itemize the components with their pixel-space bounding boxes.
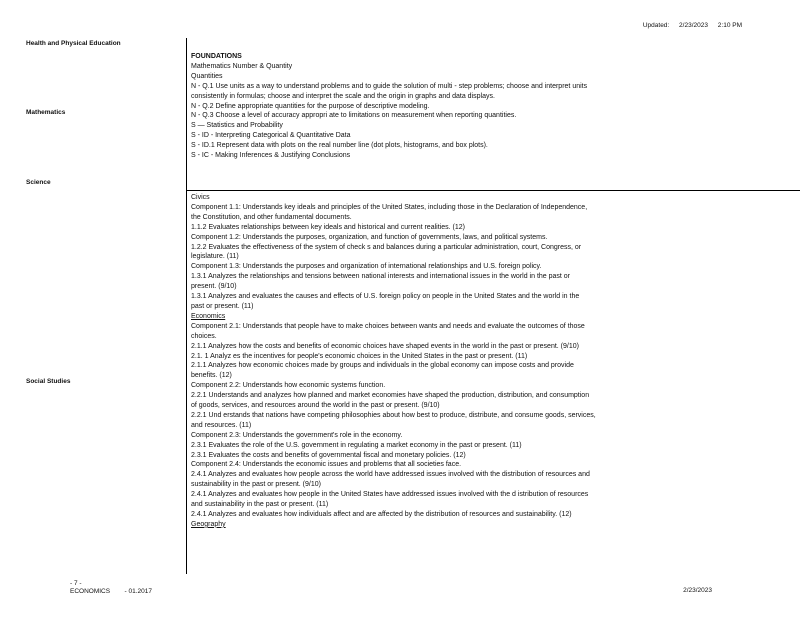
standard-line: Component 1.3: Understands the purposes and organization of international relationships and U.S. foreign policy. — [191, 263, 542, 271]
subject-social-studies: Social Studies — [26, 378, 71, 385]
standard-line: Component 2.1: Understands that people have to make choices between wants and needs and evaluate the outcomes of those — [191, 322, 585, 330]
footer-left — [70, 580, 152, 596]
page-number: - 7 - — [70, 580, 82, 587]
standard-line: of goods, services, and resources around the world in the past or present. (9/10) — [191, 402, 440, 410]
standard-line: past or present. (11) — [191, 302, 254, 310]
standard-line: 1.3.1 Analyzes the relationships and tensions between national interests and international issues in the world in the past or — [191, 273, 571, 281]
standard-line: FOUNDATIONS — [191, 53, 242, 60]
standard-line: N - Q.2 Define appropriate quantities for the purpose of descriptive modeling. — [191, 102, 430, 110]
standard-line: 2.1.1 Analyzes how economic choices made by groups and individuals in the global economy can impose costs and provide — [191, 362, 574, 370]
column-divider — [186, 38, 187, 574]
course-name: ECONOMICS — [70, 588, 111, 595]
subject-health: Health and Physical Education — [26, 40, 121, 47]
standard-line: N - Q.1 Use units as a way to understand problems and to guide the solution of multi - step problems; choose and interpret units — [191, 82, 588, 90]
course-code: - 01.2017 — [124, 588, 153, 595]
standard-line: choices. — [191, 332, 217, 340]
standard-line: Component 2.2: Understands how economic systems function. — [191, 382, 386, 390]
header-timestamp — [635, 22, 742, 29]
standard-line: and sustainability in the past or present. (11) — [191, 501, 329, 509]
standard-line: 2.3.1 Evaluates the role of the U.S. government in regulating a market economy in the past or present. (11) — [191, 441, 522, 449]
standard-line: 2.4.1 Analyzes and evaluates how people in the United States have addressed issues involved with the d istribution of resources — [191, 491, 589, 499]
standard-line: 2.2.1 Understands and analyzes how planned and market economies have shaped the production, distribution, and consumption — [191, 392, 590, 400]
standard-line: 1.1.2 Evaluates relationships between key ideals and historical and current realities. (12) — [191, 223, 465, 231]
standard-line: S — Statistics and Probability — [191, 122, 283, 130]
standard-line: Mathematics Number & Quantity — [191, 62, 293, 70]
updated-time: 2:10 PM — [717, 22, 742, 29]
standard-line: legislature. (11) — [191, 253, 239, 261]
standard-line: 2.1. 1 Analyz es the incentives for people's economic choices in the United States in the past or present. (11) — [191, 352, 528, 360]
standard-line: 1.3.1 Analyzes and evaluates the causes and effects of U.S. foreign policy on people in the United States and the world in the — [191, 293, 580, 301]
standard-line: the Constitution, and other fundamental documents. — [191, 213, 352, 221]
standard-line: 2.2.1 Und erstands that nations have competing philosophies about how best to produce, distribute, and consume goods, services, — [191, 411, 596, 419]
standard-line: S - ID.1 Represent data with plots on the real number line (dot plots, histograms, and box plots). — [191, 142, 488, 150]
math-standards-block — [191, 52, 761, 161]
standard-line: Component 1.1: Understands key ideals and principles of the United States, including those in the Declaration of Independence, — [191, 203, 588, 211]
standard-line: Component 1.2: Understands the purposes, organization, and function of governments, laws, and political systems. — [191, 233, 548, 241]
standard-line: benefits. (12) — [191, 372, 232, 380]
standard-line: 2.1.1 Analyzes how the costs and benefits of economic choices have shaped events in the world in the past or present. (9/10) — [191, 342, 579, 350]
footer-date: 2/23/2023 — [683, 587, 712, 594]
subject-mathematics: Mathematics — [26, 109, 66, 116]
section-heading-economics: Economics — [191, 312, 226, 320]
subject-science: Science — [26, 179, 51, 186]
standard-line: N - Q.3 Choose a level of accuracy appropri ate to limitations on measurement when reporting quantities. — [191, 112, 517, 120]
standard-line: consistently in formulas; choose and interpret the scale and the origin in graphs and data displays. — [191, 92, 495, 100]
standard-line: sustainability in the past or present. (9/10) — [191, 481, 321, 489]
section-heading-civics: Civics — [191, 194, 210, 201]
standard-line: S - IC - Making Inferences & Justifying Conclusions — [191, 152, 351, 160]
row-divider — [186, 190, 800, 191]
standard-line: 2.4.1 Analyzes and evaluates how people across the world have addressed issues involved with the distribution of resources and — [191, 471, 590, 479]
section-heading-geography: Geography — [191, 520, 226, 528]
standard-line: 2.4.1 Analyzes and evaluates how individuals affect and are affected by the distribution of resources and sustainability. (12) — [191, 511, 572, 518]
updated-label: Updated: — [642, 22, 670, 29]
standard-line: 2.3.1 Evaluates the costs and benefits of governmental fiscal and monetary policies. (12) — [191, 451, 466, 459]
standard-line: Component 2.4: Understands the economic issues and problems that all societies face. — [191, 461, 462, 469]
standard-line: Quantities — [191, 72, 223, 80]
standard-line: 1.2.2 Evaluates the effectiveness of the system of check s and balances during a particular administration, court, Congress, or — [191, 243, 582, 251]
standard-line: and resources. (11) — [191, 421, 252, 429]
social-studies-block — [191, 193, 761, 530]
standard-line: Component 2.3: Understands the government's role in the economy. — [191, 431, 403, 439]
standard-line: S - ID - Interpreting Categorical & Quantitative Data — [191, 132, 351, 140]
updated-date: 2/23/2023 — [679, 22, 708, 29]
standard-line: present. (9/10) — [191, 283, 237, 291]
